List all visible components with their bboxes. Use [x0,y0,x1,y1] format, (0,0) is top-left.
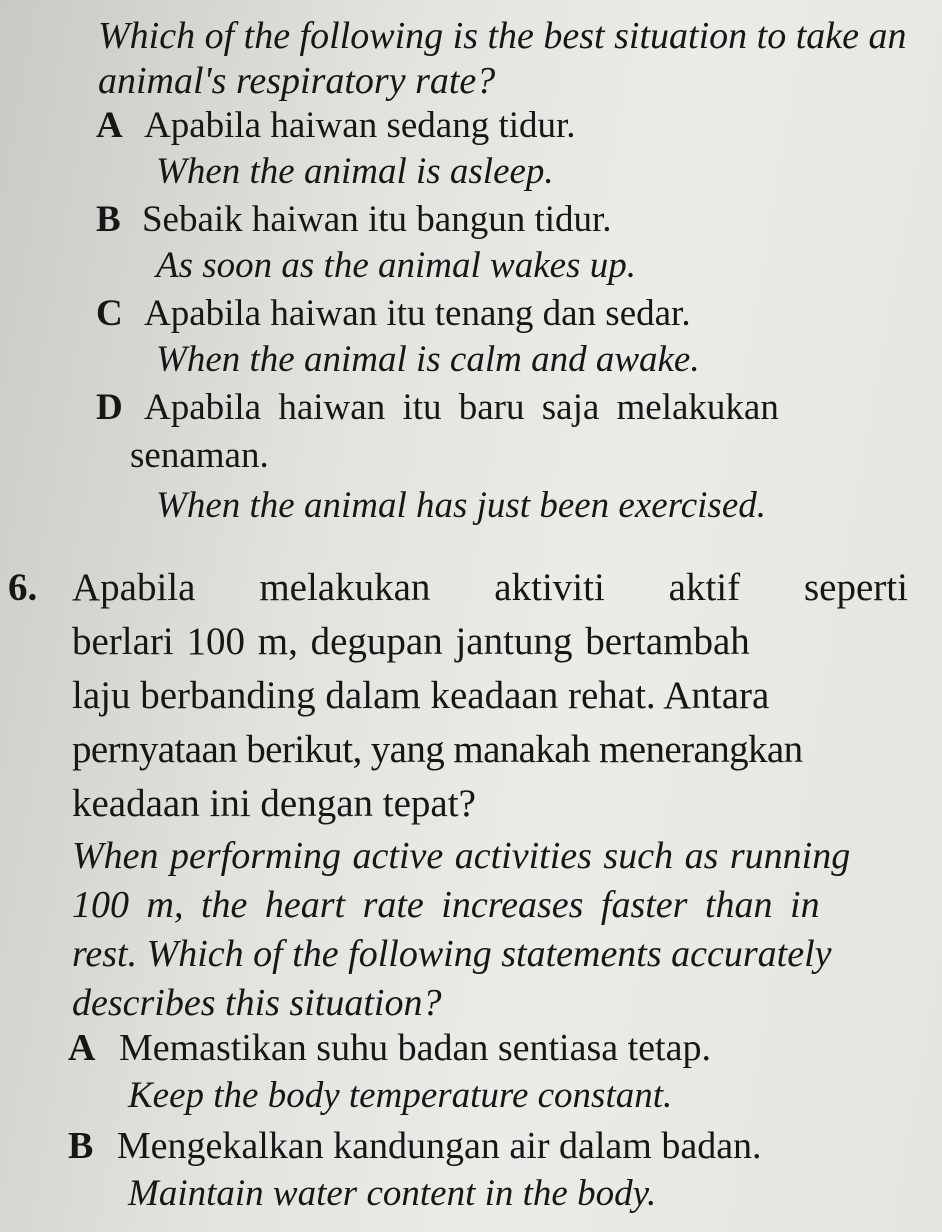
option-letter: A [68,1027,96,1069]
q5-option-c [96,292,691,336]
q6-stem-en-line-3: rest. Which of the following statements accurately [72,933,832,975]
option-text-ms: Mengekalkan kandungan air dalam badan. [116,1125,762,1167]
option-letter: C [96,293,123,334]
option-letter: B [68,1125,94,1167]
q5-option-d-line-2: senaman. [130,435,269,476]
q5-stem-line-2: animal's respiratory rate? [98,60,496,102]
q6-stem-ms-line-3: laju berbanding dalam keadaan rehat. Antara [72,674,770,717]
q6-number: 6. [8,566,38,609]
q5-option-a-en: When the animal is asleep. [156,151,554,192]
q6-option-a [68,1026,711,1070]
q6-stem-ms-line-1: Apabila melakukan aktiviti aktif seperti [72,566,908,609]
option-text-ms: Apabila haiwan itu baru saja melakukan [143,387,779,428]
option-letter: D [96,387,123,428]
option-text-ms: Memastikan suhu badan sentiasa tetap. [118,1027,711,1069]
q6-stem-ms-line-5: keadaan ini dengan tepat? [72,782,476,825]
option-letter: B [96,199,121,240]
q5-option-d-en: When the animal has just been exercised. [156,485,766,526]
q6-stem-en-line-4: describes this situation? [72,982,442,1024]
q6-stem-en-line-1: When performing active activities such as running [72,835,851,877]
option-letter: A [96,105,123,146]
q6-stem-en-line-2: 100 m, the heart rate increases faster than in [72,884,820,926]
q6-option-b-en: Maintain water content in the body. [128,1173,657,1214]
q6-option-a-en: Keep the body temperature constant. [128,1075,673,1116]
q5-option-b [96,198,612,242]
option-text-ms: Apabila haiwan itu tenang dan sedar. [143,293,691,334]
q5-option-d [96,386,779,430]
q5-stem-line-1: Which of the following is the best situation to take an [98,15,907,57]
q6-stem-ms-line-2: berlari 100 m, degupan jantung bertambah [72,620,750,663]
q6-stem-ms-line-4: pernyataan berikut, yang manakah menerangkan [72,728,803,771]
q5-option-b-en: As soon as the animal wakes up. [156,245,636,286]
q5-option-a [96,104,576,148]
option-text-ms: Apabila haiwan sedang tidur. [143,105,576,146]
q5-option-c-en: When the animal is calm and awake. [156,339,700,380]
option-text-ms: Sebaik haiwan itu bangun tidur. [141,199,612,240]
q6-option-b [68,1124,762,1168]
